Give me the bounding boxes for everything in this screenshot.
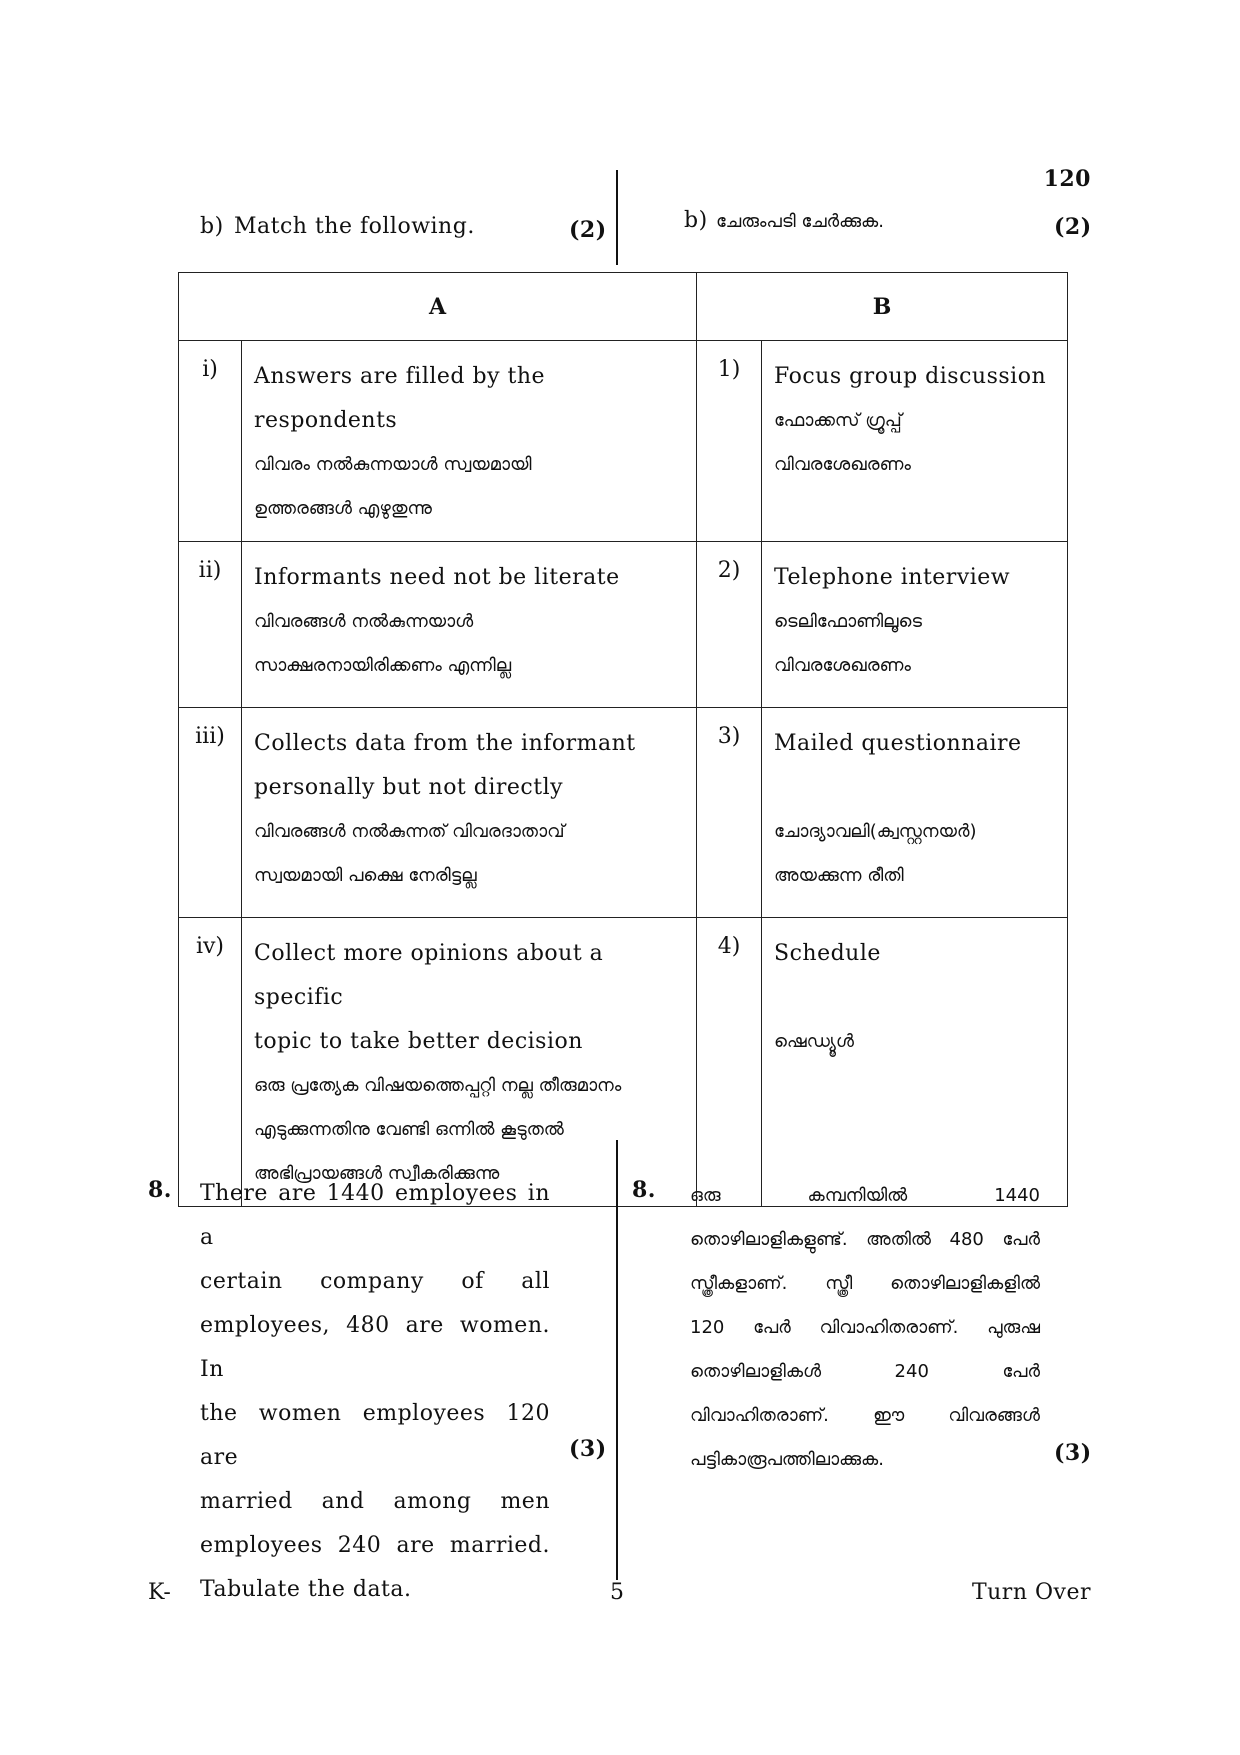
q8-marks-en: (3) [569, 1436, 607, 1462]
row-b-ml-line: വിവരശേഖരണം [774, 655, 911, 676]
row-b-content [762, 708, 1068, 918]
q8-en-line: married and among men [200, 1489, 550, 1514]
row-a-ml-line: വിവരങ്ങൾ നൽകുന്നയാൾ [254, 611, 474, 632]
row-b-content [762, 542, 1068, 708]
row-b-number: 3) [697, 708, 762, 918]
table-row [179, 708, 1068, 918]
row-b-ml-line: ഷെഡ്യൂൾ [774, 1031, 854, 1052]
q8-ml-line: വിവാഹിതരാണ്. ഈ വിവരങ്ങൾ [690, 1405, 1040, 1426]
q8-en-line: employees 240 are married. [200, 1533, 550, 1558]
row-a-number: ii) [179, 542, 242, 708]
section-b-marks-en: (2) [569, 217, 607, 243]
row-a-content [242, 918, 697, 1207]
row-b-ml-line: വിവരശേഖരണം [774, 454, 911, 475]
q8-ml-line: തൊഴിലാളികൾ 240 പേർ [690, 1361, 1040, 1382]
row-a-en-line: Collects data from the informant [254, 731, 636, 756]
row-a-content [242, 708, 697, 918]
q8-en-line: certain company of all [200, 1269, 550, 1294]
page-number: 5 [610, 1580, 625, 1605]
section-b-marks-ml: (2) [1054, 214, 1092, 240]
row-a-content [242, 542, 697, 708]
q8-en-line: Tabulate the data. [200, 1577, 412, 1602]
table-row [179, 542, 1068, 708]
q8-marks-ml: (3) [1054, 1440, 1092, 1466]
row-b-content [762, 918, 1068, 1207]
footer-left-code: K- [148, 1580, 172, 1605]
row-a-ml-line: സാക്ഷരനായിരിക്കണം എന്നില്ല [254, 655, 512, 676]
row-a-number: iii) [179, 708, 242, 918]
row-b-en-line: Mailed questionnaire [774, 731, 1022, 756]
row-a-ml-line: എടുക്കുന്നതിനു വേണ്ടി ഒന്നിൽ കൂടുതൽ [254, 1119, 564, 1140]
q8-text-ml [690, 1174, 1040, 1482]
row-a-en-line: Answers are filled by the respondents [254, 364, 546, 433]
row-b-number: 2) [697, 542, 762, 708]
match-table [178, 272, 1068, 1207]
section-b-text-en: Match the following. [234, 214, 475, 239]
q8-number-en: 8. [148, 1177, 172, 1203]
table-row [179, 918, 1068, 1207]
column-divider-bottom [616, 1140, 618, 1580]
row-a-ml-line: അഭിപ്രായങ്ങൾ സ്വീകരിക്കുന്നു [254, 1163, 500, 1184]
q8-ml-line: സ്ത്രീകളാണ്. സ്ത്രീ തൊഴിലാളികളിൽ [690, 1273, 1040, 1294]
table-header-row [179, 273, 1068, 341]
row-a-ml-line: ഉത്തരങ്ങൾ എഴുതുന്നു [254, 498, 432, 519]
table-row [179, 341, 1068, 542]
column-divider-top [616, 170, 618, 265]
row-a-content [242, 341, 697, 542]
row-a-en-line: topic to take better decision [254, 1029, 583, 1054]
row-b-en-line: Telephone interview [774, 565, 1011, 590]
row-a-en-line: personally but not directly [254, 775, 564, 800]
column-b-header: B [697, 273, 1068, 341]
q8-number-ml: 8. [632, 1177, 656, 1203]
q8-en-line: employees, 480 are women. In [200, 1313, 550, 1382]
row-b-number: 1) [697, 341, 762, 542]
row-a-number: iv) [179, 918, 242, 1207]
q8-ml-line: തൊഴിലാളികളുണ്ട്. അതിൽ 480 പേർ [690, 1229, 1040, 1250]
q8-ml-line: ഒരു കമ്പനിയിൽ 1440 [690, 1185, 1040, 1206]
row-a-number: i) [179, 341, 242, 542]
column-a-header: A [179, 273, 697, 341]
row-b-content [762, 341, 1068, 542]
q8-text-en [200, 1172, 550, 1612]
q8-en-line: There are 1440 employees in a [200, 1181, 550, 1250]
row-a-en-line: Collect more opinions about a specific [254, 941, 604, 1010]
row-a-ml-line: വിവരം നൽകുന്നയാൾ സ്വയമായി [254, 454, 532, 475]
row-b-en-line: Focus group discussion [774, 364, 1047, 389]
row-b-ml-line: ടെലിഫോണിലൂടെ [774, 611, 922, 632]
row-b-ml-line: ചോദ്യാവലി(ക്വസ്റ്റനയർ) [774, 821, 977, 842]
row-b-ml-line: അയക്കുന്ന രീതി [774, 865, 904, 886]
row-a-ml-line: വിവരങ്ങൾ നൽകുന്നത് വിവരദാതാവ് [254, 821, 565, 842]
q8-ml-line: പട്ടികാരൂപത്തിലാക്കുക. [690, 1449, 884, 1470]
turn-over-label: Turn Over [971, 1580, 1091, 1605]
row-a-ml-line: ഒരു പ്രത്യേക വിഷയത്തെപ്പറ്റി നല്ല തീരുമാനം [254, 1075, 622, 1096]
q8-en-line: the women employees 120 are [200, 1401, 550, 1470]
row-b-en-line: Schedule [774, 941, 881, 966]
page-code: 120 [1043, 166, 1091, 192]
q8-ml-line: 120 പേർ വിവാഹിതരാണ്. പുരുഷ [690, 1317, 1040, 1338]
section-b-text-ml: ചേരുംപടി ചേർക്കുക. [716, 211, 884, 232]
section-b-label-ml: b) [684, 208, 708, 233]
row-b-number: 4) [697, 918, 762, 1207]
row-a-ml-line: സ്വയമായി പക്ഷെ നേരിട്ടല്ല [254, 865, 477, 886]
section-b-label-en: b) [200, 214, 224, 239]
row-b-ml-line: ഫോക്കസ് ഗ്രൂപ്പ് [774, 410, 902, 431]
row-a-en-line: Informants need not be literate [254, 565, 620, 590]
